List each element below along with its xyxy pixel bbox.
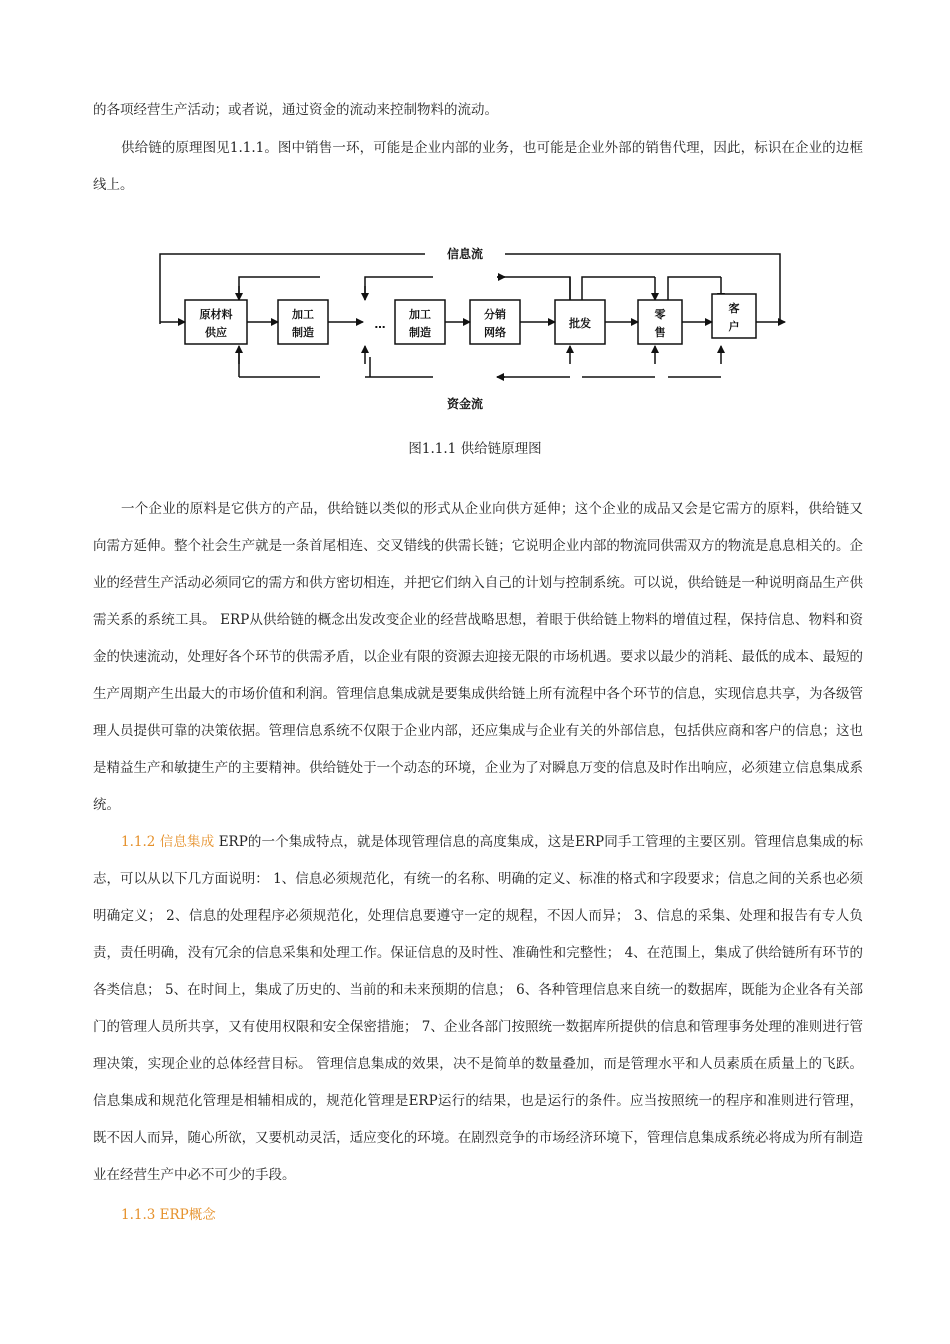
svg-text:分销: 分销 (484, 308, 506, 321)
fund-flow-lines (239, 352, 721, 377)
box-customer (712, 294, 756, 338)
svg-text:供应: 供应 (205, 326, 227, 339)
box-wholesale (555, 300, 605, 344)
svg-text:客: 客 (728, 302, 740, 315)
paragraph-continuation: 的各项经营生产活动；或者说，通过资金的流动来控制物料的流动。 (93, 102, 498, 118)
box-manufacturing-1 (278, 300, 328, 344)
info-flow-arrowheads (239, 277, 721, 300)
svg-text:零: 零 (654, 308, 666, 321)
svg-text:售: 售 (654, 326, 666, 339)
svg-text:户: 户 (728, 320, 740, 333)
paragraph-info-integration (93, 824, 863, 1194)
box-distribution-network (470, 300, 520, 344)
box-raw-material (185, 300, 247, 344)
section-heading-1-1-2: 1.1.2 信息集成 (121, 834, 215, 850)
svg-text:批发: 批发 (569, 317, 591, 330)
figure-caption: 图1.1.1 供给链原理图 (408, 441, 542, 457)
svg-text:原材料: 原材料 (199, 308, 233, 321)
svg-text:加工: 加工 (409, 308, 431, 321)
box-retail (638, 300, 682, 344)
info-integration-body: ERP的一个集成特点，就是体现管理信息的高度集成，这是ERP同手工管理的主要区别。管理信息集成的标志，可以从以下几方面说明： 1、信息必须规范化，有统一的名称、明确的定义、标准的格式和字段要求；信息之间的关系也必须明确定义； 2、信息的处理程序必须规范化，处理信息要遵守一定的规程，不因人而异； 3、信息的采集、处理和报告有专人负责，责任明确，没有冗余的信息采集和处理工作。保证信息的及时性、准确性和完整性； 4、在范围上，集成了供给链所有环节的各类信息； 5、在时间上，集成了历史的、当前的和未来预期的信息； 6、各种管理信息来自统一的数据库，既能为企业各有关部门的管理人员所共享，又有使用权限和安全保密措施； 7、企业各部门按照统一数据库所提供的信息和管理事务处理的准则进行管理决策，实现企业的总体经营目标。 管理信息集成的效果，决不是简单的数量叠加，而是管理水平和人员素质在质量上的飞跃。信息集成和规范化管理是相辅相成的，规范化管理是ERP运行的结果，也是运行的条件。应当按照统一的程序和准则进行管理，既不因人而异，随心所欲，又要机动灵活，适应变化的环境。在剧烈竞争的市场经济环境下，管理信息集成系统必将成为所有制造业在经营生产中必不可少的手段。 (93, 834, 863, 1183)
paragraph-diagram-intro: 供给链的原理图见1.1.1。图中销售一环，可能是企业内部的业务，也可能是企业外部的销售代理，因此，标识在企业的边框线上。 (93, 140, 863, 193)
svg-text:制造: 制造 (292, 326, 314, 339)
svg-text:网络: 网络 (484, 326, 506, 339)
info-flow-label: 信息流 (446, 247, 484, 261)
section-heading-1-1-3: 1.1.3 ERP概念 (121, 1207, 216, 1223)
supply-chain-diagram (145, 232, 805, 422)
fund-flow-arrowheads (239, 346, 721, 377)
box-manufacturing-2 (395, 300, 445, 344)
svg-text:制造: 制造 (409, 326, 431, 339)
fund-flow-label: 资金流 (446, 397, 484, 411)
ellipsis: … (374, 318, 386, 331)
paragraph-supply-chain: 一个企业的原料是它供方的产品，供给链以类似的形式从企业向供方延伸；这个企业的成品又会是它需方的原料，供给链又向需方延伸。整个社会生产就是一条首尾相连、交叉错线的供需长链；它说明企业内部的物流同供需双方的物流是息息相关的。企业的经营生产活动必须同它的需方和供方密切相连，并把它们纳入自己的计划与控制系统。可以说，供给链是一种说明商品生产供需关系的系统工具。 ERP从供给链的概念出发改变企业的经营战略思想，着眼于供给链上物料的增值过程，保持信息、物料和资金的快速流动，处理好各个环节的供需矛盾，以企业有限的资源去迎接无限的市场机遇。要求以最少的消耗、最低的成本、最短的生产周期产生出最大的市场价值和利润。管理信息集成就是要集成供给链上所有流程中各个环节的信息，实现信息共享，为各级管理人员提供可靠的决策依据。管理信息系统不仅限于企业内部，还应集成与企业有关的外部信息，包括供应商和客户的信息；这也是精益生产和敏捷生产的主要精神。供给链处于一个动态的环境，企业为了对瞬息万变的信息及时作出响应，必须建立信息集成系统。 (93, 501, 863, 813)
svg-text:加工: 加工 (292, 308, 314, 321)
